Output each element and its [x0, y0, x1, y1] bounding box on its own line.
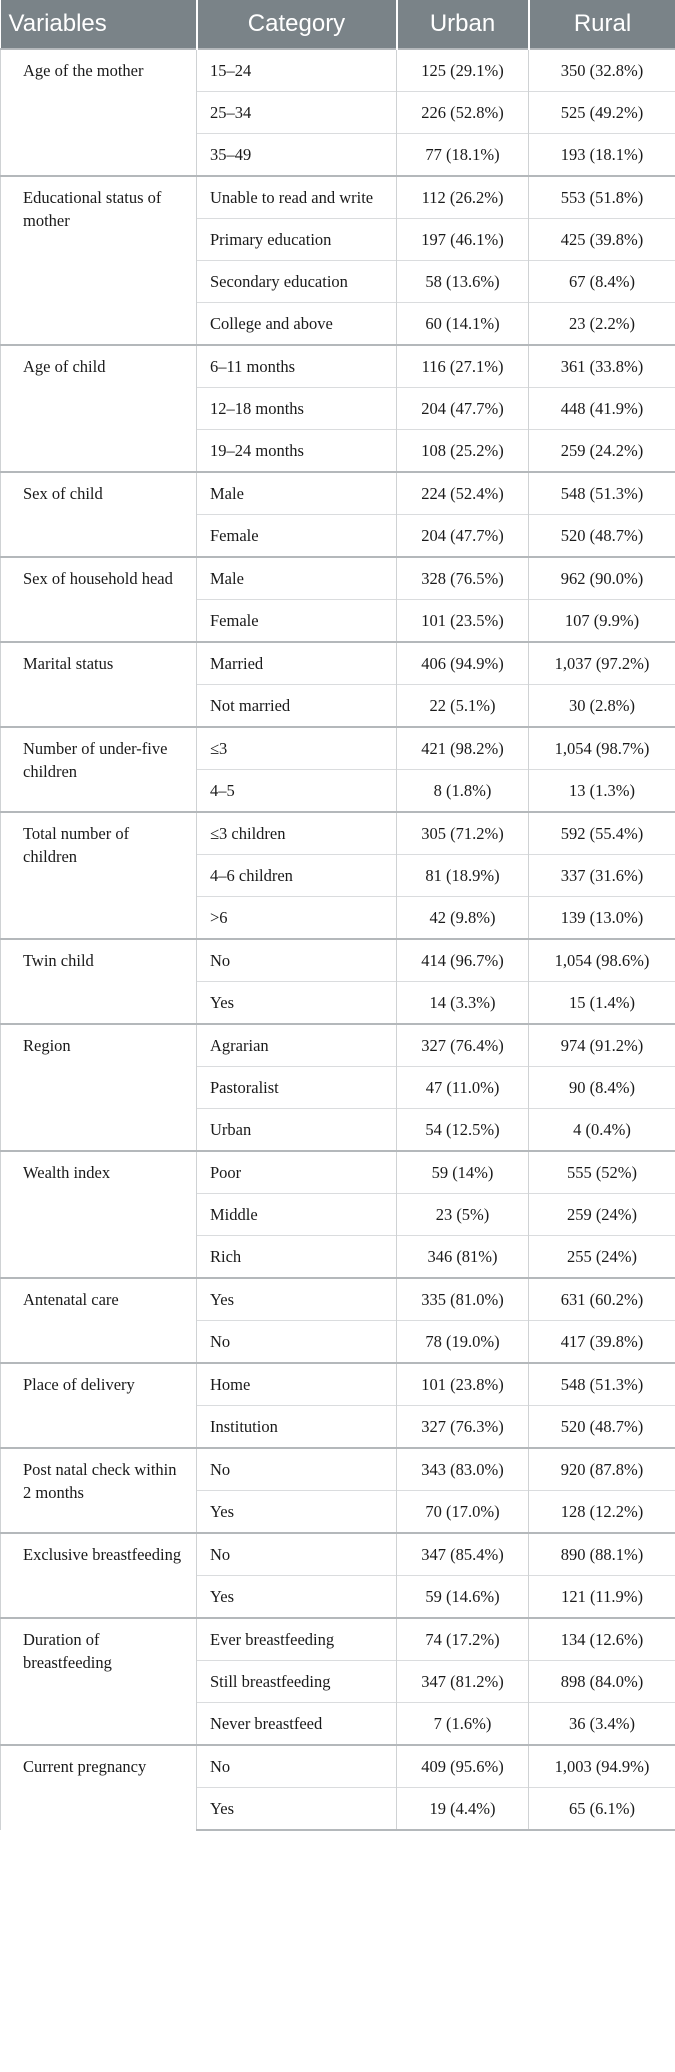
category-cell: ≤3 children: [197, 812, 397, 855]
category-cell: Yes: [197, 1576, 397, 1619]
rural-cell: 361 (33.8%): [529, 345, 675, 388]
urban-cell: 224 (52.4%): [397, 472, 529, 515]
variable-cell: Age of the mother: [1, 49, 197, 176]
category-cell: 35–49: [197, 134, 397, 177]
rural-cell: 920 (87.8%): [529, 1448, 675, 1491]
rural-cell: 1,054 (98.6%): [529, 939, 675, 982]
urban-cell: 414 (96.7%): [397, 939, 529, 982]
category-cell: 4–6 children: [197, 855, 397, 897]
header-urban: Urban: [397, 0, 529, 49]
category-cell: Not married: [197, 685, 397, 728]
urban-cell: 406 (94.9%): [397, 642, 529, 685]
table-header: [1, 0, 675, 49]
rural-cell: 4 (0.4%): [529, 1109, 675, 1152]
category-cell: Ever breastfeeding: [197, 1618, 397, 1661]
rural-cell: 121 (11.9%): [529, 1576, 675, 1619]
table-row: [1, 49, 675, 92]
urban-cell: 23 (5%): [397, 1194, 529, 1236]
variable-cell: Place of delivery: [1, 1363, 197, 1448]
rural-cell: 134 (12.6%): [529, 1618, 675, 1661]
table-row: [1, 727, 675, 770]
rural-cell: 448 (41.9%): [529, 388, 675, 430]
category-cell: Agrarian: [197, 1024, 397, 1067]
urban-cell: 74 (17.2%): [397, 1618, 529, 1661]
rural-cell: 1,054 (98.7%): [529, 727, 675, 770]
category-cell: Unable to read and write: [197, 176, 397, 219]
rural-cell: 350 (32.8%): [529, 49, 675, 92]
category-cell: Secondary education: [197, 261, 397, 303]
rural-cell: 890 (88.1%): [529, 1533, 675, 1576]
table-body: [1, 49, 675, 1830]
urban-cell: 70 (17.0%): [397, 1491, 529, 1534]
urban-cell: 101 (23.8%): [397, 1363, 529, 1406]
rural-cell: 592 (55.4%): [529, 812, 675, 855]
urban-cell: 305 (71.2%): [397, 812, 529, 855]
urban-cell: 101 (23.5%): [397, 600, 529, 643]
table-row: [1, 1024, 675, 1067]
category-cell: Home: [197, 1363, 397, 1406]
variable-cell: Region: [1, 1024, 197, 1151]
urban-cell: 60 (14.1%): [397, 303, 529, 346]
category-cell: No: [197, 1533, 397, 1576]
urban-cell: 59 (14.6%): [397, 1576, 529, 1619]
rural-cell: 107 (9.9%): [529, 600, 675, 643]
category-cell: Never breastfeed: [197, 1703, 397, 1746]
urban-cell: 59 (14%): [397, 1151, 529, 1194]
table-row: [1, 642, 675, 685]
rural-cell: 23 (2.2%): [529, 303, 675, 346]
category-cell: >6: [197, 897, 397, 940]
rural-cell: 974 (91.2%): [529, 1024, 675, 1067]
category-cell: Urban: [197, 1109, 397, 1152]
table-row: [1, 1151, 675, 1194]
urban-cell: 335 (81.0%): [397, 1278, 529, 1321]
urban-cell: 116 (27.1%): [397, 345, 529, 388]
urban-cell: 204 (47.7%): [397, 515, 529, 558]
urban-cell: 108 (25.2%): [397, 430, 529, 473]
variable-cell: Current pregnancy: [1, 1745, 197, 1830]
category-cell: No: [197, 939, 397, 982]
variable-cell: Sex of household head: [1, 557, 197, 642]
category-cell: College and above: [197, 303, 397, 346]
table-row: [1, 1618, 675, 1661]
urban-cell: 204 (47.7%): [397, 388, 529, 430]
urban-cell: 327 (76.4%): [397, 1024, 529, 1067]
urban-cell: 125 (29.1%): [397, 49, 529, 92]
category-cell: No: [197, 1745, 397, 1788]
rural-cell: 417 (39.8%): [529, 1321, 675, 1364]
table-row: [1, 1448, 675, 1491]
category-cell: Yes: [197, 1788, 397, 1831]
table-row: [1, 176, 675, 219]
category-cell: Yes: [197, 1278, 397, 1321]
table-row: [1, 1533, 675, 1576]
rural-cell: 425 (39.8%): [529, 219, 675, 261]
category-cell: No: [197, 1448, 397, 1491]
rural-cell: 15 (1.4%): [529, 982, 675, 1025]
rural-cell: 525 (49.2%): [529, 92, 675, 134]
category-cell: Primary education: [197, 219, 397, 261]
category-cell: 4–5: [197, 770, 397, 813]
category-cell: Rich: [197, 1236, 397, 1279]
category-cell: ≤3: [197, 727, 397, 770]
rural-cell: 520 (48.7%): [529, 515, 675, 558]
urban-cell: 197 (46.1%): [397, 219, 529, 261]
rural-cell: 553 (51.8%): [529, 176, 675, 219]
urban-cell: 19 (4.4%): [397, 1788, 529, 1831]
rural-cell: 193 (18.1%): [529, 134, 675, 177]
header-category: Category: [197, 0, 397, 49]
rural-cell: 30 (2.8%): [529, 685, 675, 728]
header-rural: Rural: [529, 0, 675, 49]
header-variables: Variables: [1, 0, 197, 49]
rural-cell: 1,037 (97.2%): [529, 642, 675, 685]
variable-cell: Post natal check within 2 months: [1, 1448, 197, 1533]
rural-cell: 898 (84.0%): [529, 1661, 675, 1703]
urban-cell: 343 (83.0%): [397, 1448, 529, 1491]
urban-cell: 8 (1.8%): [397, 770, 529, 813]
urban-cell: 42 (9.8%): [397, 897, 529, 940]
variable-cell: Educational status of mother: [1, 176, 197, 345]
urban-cell: 47 (11.0%): [397, 1067, 529, 1109]
variable-cell: Age of child: [1, 345, 197, 472]
urban-cell: 77 (18.1%): [397, 134, 529, 177]
table-row: [1, 1278, 675, 1321]
urban-cell: 347 (81.2%): [397, 1661, 529, 1703]
rural-cell: 962 (90.0%): [529, 557, 675, 600]
rural-cell: 90 (8.4%): [529, 1067, 675, 1109]
category-cell: Still breastfeeding: [197, 1661, 397, 1703]
variable-cell: Exclusive breastfeeding: [1, 1533, 197, 1618]
table-row: [1, 1745, 675, 1788]
category-cell: Male: [197, 557, 397, 600]
urban-cell: 327 (76.3%): [397, 1406, 529, 1449]
header-row: [1, 0, 675, 49]
rural-cell: 259 (24.2%): [529, 430, 675, 473]
category-cell: 15–24: [197, 49, 397, 92]
urban-cell: 347 (85.4%): [397, 1533, 529, 1576]
category-cell: Middle: [197, 1194, 397, 1236]
urban-cell: 54 (12.5%): [397, 1109, 529, 1152]
rural-cell: 548 (51.3%): [529, 472, 675, 515]
category-cell: Yes: [197, 982, 397, 1025]
variable-cell: Number of under-five children: [1, 727, 197, 812]
rural-cell: 337 (31.6%): [529, 855, 675, 897]
variable-cell: Sex of child: [1, 472, 197, 557]
rural-cell: 13 (1.3%): [529, 770, 675, 813]
category-cell: Yes: [197, 1491, 397, 1534]
table-row: [1, 472, 675, 515]
urban-cell: 7 (1.6%): [397, 1703, 529, 1746]
urban-cell: 14 (3.3%): [397, 982, 529, 1025]
category-cell: No: [197, 1321, 397, 1364]
category-cell: Female: [197, 600, 397, 643]
rural-cell: 255 (24%): [529, 1236, 675, 1279]
urban-cell: 346 (81%): [397, 1236, 529, 1279]
urban-cell: 409 (95.6%): [397, 1745, 529, 1788]
category-cell: Married: [197, 642, 397, 685]
table-row: [1, 939, 675, 982]
urban-cell: 22 (5.1%): [397, 685, 529, 728]
table-row: [1, 812, 675, 855]
variable-cell: Twin child: [1, 939, 197, 1024]
urban-cell: 78 (19.0%): [397, 1321, 529, 1364]
rural-cell: 631 (60.2%): [529, 1278, 675, 1321]
rural-cell: 555 (52%): [529, 1151, 675, 1194]
urban-cell: 81 (18.9%): [397, 855, 529, 897]
category-cell: 19–24 months: [197, 430, 397, 473]
category-cell: Institution: [197, 1406, 397, 1449]
rural-cell: 65 (6.1%): [529, 1788, 675, 1831]
variable-cell: Wealth index: [1, 1151, 197, 1278]
rural-cell: 548 (51.3%): [529, 1363, 675, 1406]
category-cell: Poor: [197, 1151, 397, 1194]
variable-cell: Antenatal care: [1, 1278, 197, 1363]
variable-cell: Marital status: [1, 642, 197, 727]
category-cell: Pastoralist: [197, 1067, 397, 1109]
rural-cell: 67 (8.4%): [529, 261, 675, 303]
rural-cell: 259 (24%): [529, 1194, 675, 1236]
category-cell: Male: [197, 472, 397, 515]
table-row: [1, 345, 675, 388]
rural-cell: 1,003 (94.9%): [529, 1745, 675, 1788]
rural-cell: 139 (13.0%): [529, 897, 675, 940]
category-cell: 6–11 months: [197, 345, 397, 388]
rural-cell: 36 (3.4%): [529, 1703, 675, 1746]
category-cell: 25–34: [197, 92, 397, 134]
urban-cell: 421 (98.2%): [397, 727, 529, 770]
category-cell: 12–18 months: [197, 388, 397, 430]
variable-cell: Total number of children: [1, 812, 197, 939]
rural-cell: 520 (48.7%): [529, 1406, 675, 1449]
variable-cell: Duration of breastfeeding: [1, 1618, 197, 1745]
category-cell: Female: [197, 515, 397, 558]
urban-cell: 226 (52.8%): [397, 92, 529, 134]
urban-cell: 328 (76.5%): [397, 557, 529, 600]
table-row: [1, 557, 675, 600]
urban-cell: 112 (26.2%): [397, 176, 529, 219]
rural-cell: 128 (12.2%): [529, 1491, 675, 1534]
table-row: [1, 1363, 675, 1406]
urban-cell: 58 (13.6%): [397, 261, 529, 303]
